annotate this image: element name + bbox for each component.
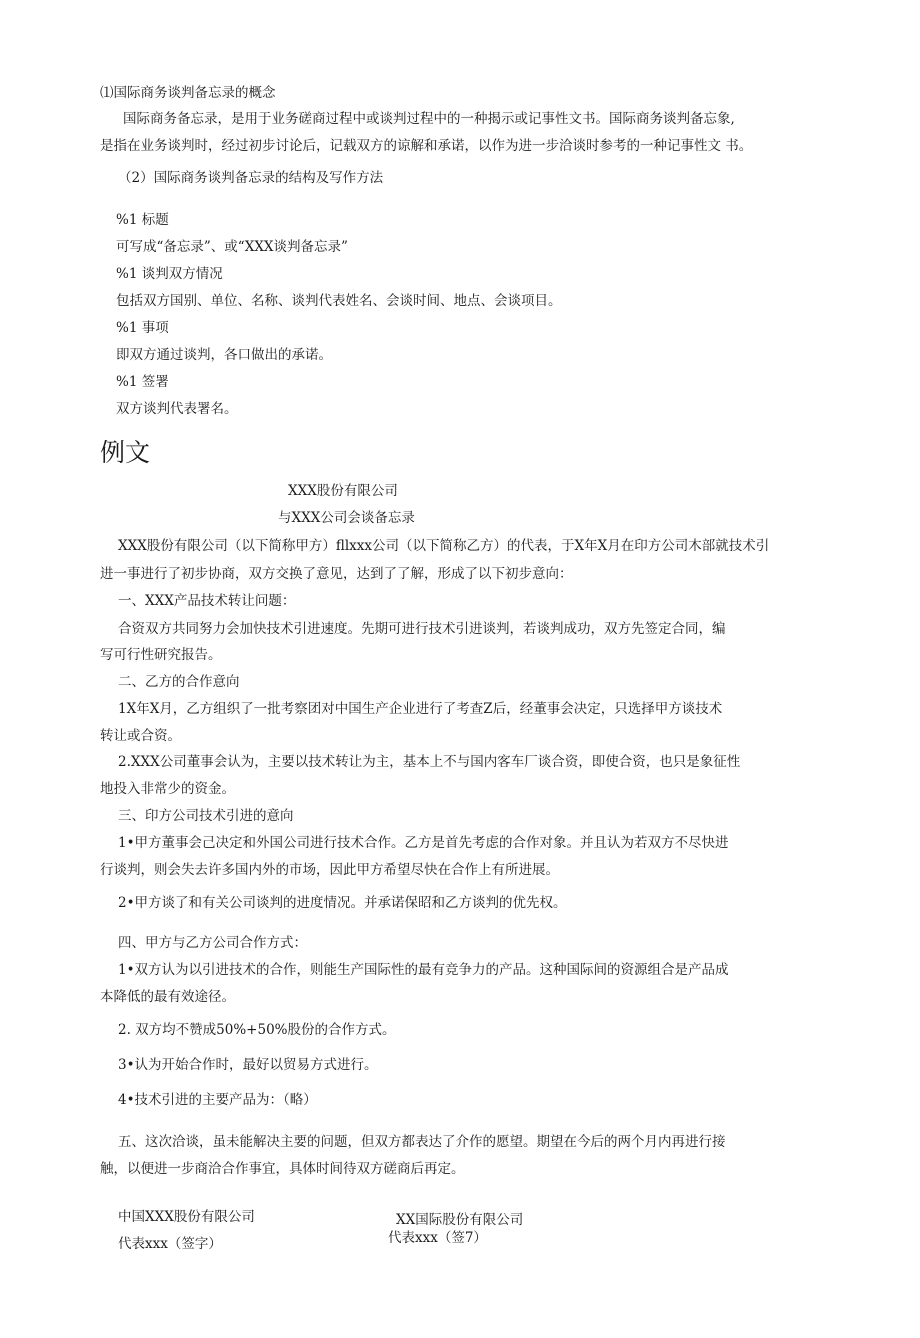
section-two-heading: 二、乙方的合作意向 <box>118 674 240 690</box>
section-two-p2-line2: 地投入非常少的资金。 <box>100 781 235 797</box>
signature-left-company: 中国XXX股份有限公司 <box>118 1209 255 1225</box>
section-four-p1-line2: 本降低的最有效途径。 <box>100 989 235 1005</box>
section1-paragraph-line1: 国际商务备忘录，是用于业务磋商过程中或谈判过程中的一种揭示或记事性文书。国际商务谈判备忘象, <box>123 111 735 127</box>
section-two-p1-line1: 1X年X月，乙方组织了一批考察团对中国生产企业进行了考查Z后，经董事会决定，只选择甲方谈技术 <box>118 701 723 717</box>
section-four-p2: 2. 双方均不赞成50%+50%股份的合作方式。 <box>118 1022 396 1038</box>
section-four-p4: 4•技术引进的主要产品为：（略） <box>118 1092 317 1108</box>
section-one-heading: 一、XXX产品技术转让问题： <box>118 593 296 609</box>
item-desc-signature: 双方谈判代表署名。 <box>116 401 238 417</box>
item-label-title: %1 标题 <box>116 212 169 228</box>
item-desc-parties: 包括双方国别、单位、名称、谈判代表姓名、会谈时间、地点、会谈项目。 <box>116 293 562 309</box>
signature-right-company: XX国际股份有限公司 <box>396 1212 524 1228</box>
signature-right-rep: 代表xxx（签7） <box>388 1230 487 1246</box>
section1-paragraph-line2: 是指在业务谈判时，经过初步讨论后，记载双方的谅解和承诺，以作为进一步洽谈时参考的一种记事性文 书。 <box>100 138 753 154</box>
section-four-heading: 四、甲方与乙方公司合作方式： <box>118 935 307 951</box>
section-five-line2: 触，以便进一步商洽合作事宜，具体时间待双方磋商后再定。 <box>100 1161 465 1177</box>
example-heading: 例文 <box>100 438 151 467</box>
section-four-p3: 3•认为开始合作时，最好以贸易方式进行。 <box>118 1057 378 1073</box>
section-three-heading: 三、印方公司技术引进的意向 <box>118 808 294 824</box>
section-five-line1: 五、这次洽谈，虽未能解决主要的问题，但双方都表达了介作的愿望。期望在今后的两个月内再进行接 <box>118 1134 726 1150</box>
section-four-p1-line1: 1•双方认为以引进技术的合作，则能生产国际性的最有竞争力的产品。这种国际间的资源组合是产品成 <box>118 962 729 978</box>
section-one-line2: 写可行性研究报告。 <box>100 647 222 663</box>
example-title-line2: 与XXX公司会谈备忘录 <box>278 510 415 526</box>
section1-heading: ⑴国际商务谈判备忘录的概念 <box>100 85 276 101</box>
section-two-p2-line1: 2.XXX公司董事会认为，主要以技术转让为主，基本上不与国内客车厂谈合资，即使合资，也只是象征性 <box>118 754 741 770</box>
signature-left-rep: 代表xxx（签字） <box>118 1236 222 1252</box>
section-one-line1: 合资双方共同努力会加快技术引进速度。先期可进行技术引进谈判，若谈判成功，双方先签定合同，编 <box>118 621 726 637</box>
item-label-signature: %1 签署 <box>116 374 169 390</box>
item-desc-title: 可写成“备忘录”、或“XXX谈判备忘录” <box>116 239 348 255</box>
item-label-parties: %1 谈判双方情况 <box>116 266 223 282</box>
section-three-p1-line1: 1•甲方董事会己决定和外国公司进行技术合作。乙方是首先考虑的合作对象。并且认为若双方不尽快进 <box>118 835 729 851</box>
section-two-p1-line2: 转让或合资。 <box>100 728 181 744</box>
example-title-line1: XXX股份有限公司 <box>288 483 398 499</box>
intro-line2: 进一事进行了初步协商，双方交换了意见，达到了了解，形成了以下初步意向： <box>100 566 573 582</box>
section-three-p2: 2•甲方谈了和有关公司谈判的进度情况。并承诺保昭和乙方谈判的优先权。 <box>118 895 567 911</box>
section-three-p1-line2: 行谈判，则会失去许多国内外的市场，因此甲方希望尽快在合作上有所进展。 <box>100 862 559 878</box>
section2-heading: （2）国际商务谈判备忘录的结构及写作方法 <box>118 170 384 186</box>
item-desc-matters: 即双方通过谈判，各口做出的承诺。 <box>116 347 332 363</box>
item-label-matters: %1 事项 <box>116 320 169 336</box>
intro-line1: XXX股份有限公司（以下简称甲方）fllxxx公司（以下简称乙方）的代表，于X年X月在印方公司木部就技术引 <box>118 538 770 554</box>
